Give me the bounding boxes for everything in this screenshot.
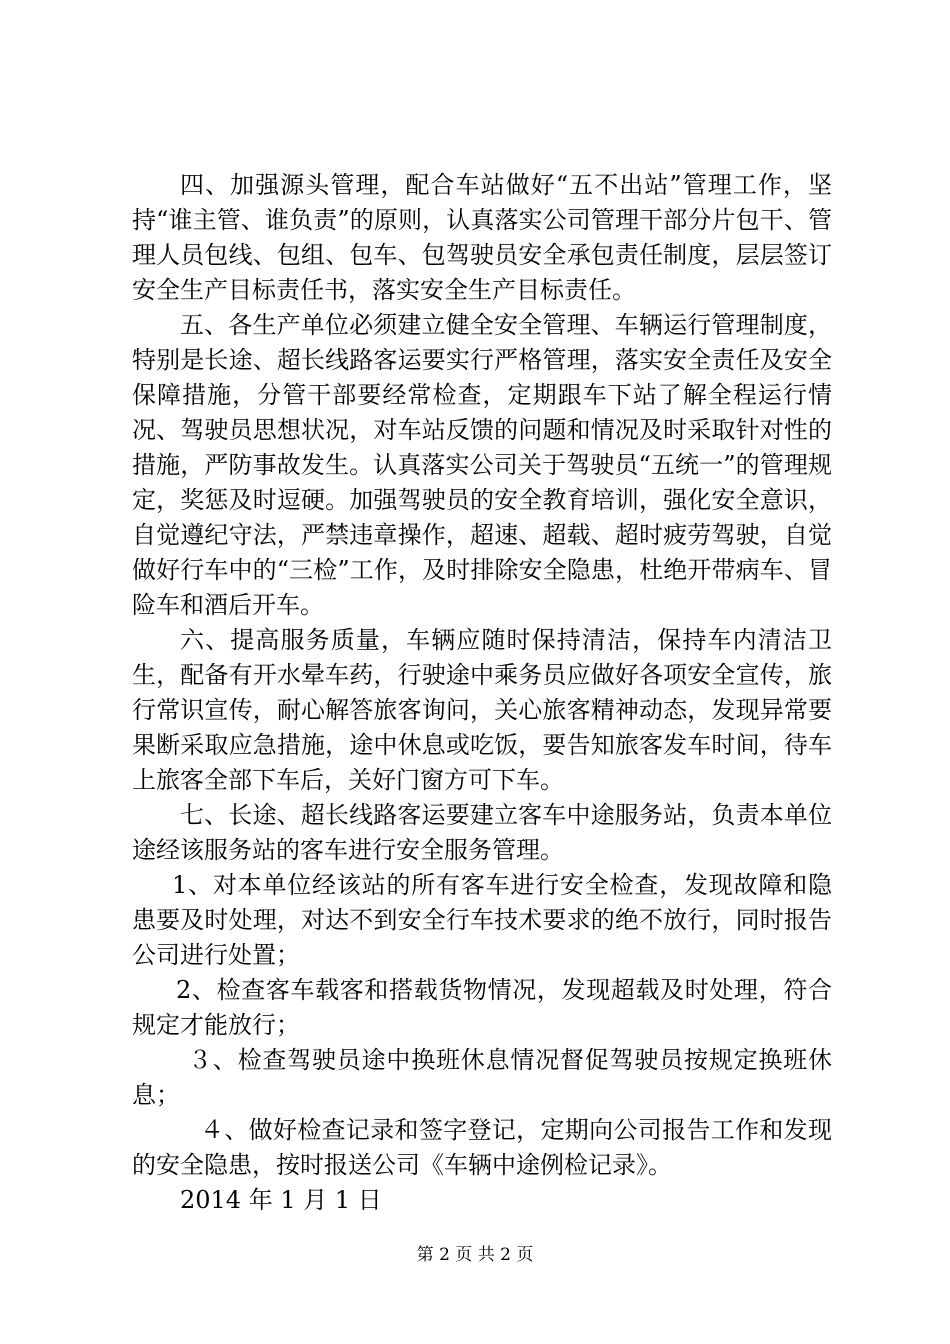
document-body [132, 168, 832, 1218]
paragraph-service-quality: 六、提高服务质量，车辆应随时保持清洁，保持车内清洁卫生，配备有开水晕车药，行驶途中乘务员应做好各项安全宣传，旅行常识宣传，耐心解答旅客询问，关心旅客精神动态，发现异常要果断采取应急措施，途中休息或吃饭，要告知旅客发车时间，待车上旅客全部下车后，关好门窗方可下车。 [132, 626, 832, 794]
list-item-cargo-check: 2、检查客车载客和搭载货物情况，发现超载及时处理，符合规定才能放行； [132, 976, 832, 1039]
list-item-driver-shift: ３、检查驾驶员途中换班休息情况督促驾驶员按规定换班休息； [132, 1046, 832, 1109]
list-item-safety-inspection: 1、对本单位经该站的所有客车进行安全检查，发现故障和隐患要及时处理，对达不到安全行车技术要求的绝不放行，同时报告公司进行处置； [132, 871, 832, 969]
document-date: 2014 年 1 月 1 日 [180, 1186, 382, 1214]
list-item-records: ４、做好检查记录和签字登记，定期向公司报告工作和发现的安全隐患，按时报送公司《车辆中途例检记录》。 [132, 1116, 832, 1179]
page-footer: 第 2 页 共 2 页 [416, 1245, 534, 1265]
paragraph-source-management: 四、加强源头管理，配合车站做好“五不出站”管理工作，坚持“谁主管、谁负责”的原则，认真落实公司管理干部分片包干、管理人员包线、包组、包车、包驾驶员安全承包责任制度，层层签订安全生产目标责任书，落实安全生产目标责任。 [132, 171, 832, 304]
paragraph-production-units: 五、各生产单位必须建立健全安全管理、车辆运行管理制度，特别是长途、超长线路客运要实行严格管理，落实安全责任及安全保障措施，分管干部要经常检查，定期跟车下站了解全程运行情况、驾驶员思想状况，对车站反馈的问题和情况及时采取针对性的措施，严防事故发生。认真落实公司关于驾驶员“五统一”的管理规定，奖惩及时逗硬。加强驾驶员的安全教育培训，强化安全意识，自觉遵纪守法，严禁违章操作，超速、超载、超时疲劳驾驶，自觉做好行车中的“三检”工作，及时排除安全隐患，杜绝开带病车、冒险车和酒后开车。 [132, 311, 832, 619]
paragraph-service-station: 七、长途、超长线路客运要建立客车中途服务站，负责本单位途经该服务站的客车进行安全服务管理。 [132, 801, 832, 864]
